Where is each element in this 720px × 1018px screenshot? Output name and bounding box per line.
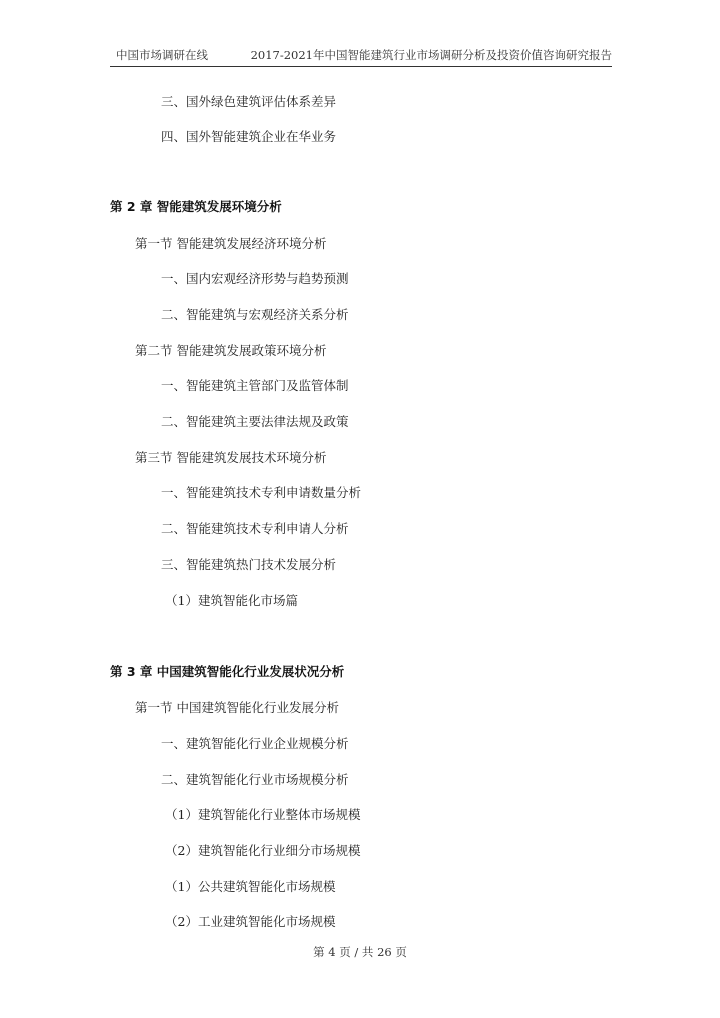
toc-subitem: （1）建筑智能化行业整体市场规模 <box>165 807 361 822</box>
toc-item: 一、建筑智能化行业企业规模分析 <box>161 736 349 751</box>
toc-section: 第二节 智能建筑发展政策环境分析 <box>135 343 327 358</box>
header-report-title: 2017-2021年中国智能建筑行业市场调研分析及投资价值咨询研究报告 <box>250 48 612 62</box>
toc-section: 第一节 中国建筑智能化行业发展分析 <box>135 700 339 715</box>
page-header <box>110 44 612 67</box>
toc-chapter-heading: 第 2 章 智能建筑发展环境分析 <box>110 199 282 214</box>
toc-section: 第一节 智能建筑发展经济环境分析 <box>135 236 327 251</box>
toc-item: 二、智能建筑技术专利申请人分析 <box>161 521 349 536</box>
toc-item: 一、国内宏观经济形势与趋势预测 <box>161 271 349 286</box>
header-site-name: 中国市场调研在线 <box>116 48 208 62</box>
toc-subitem: （2）工业建筑智能化市场规模 <box>165 914 336 929</box>
toc-item: 一、智能建筑主管部门及监管体制 <box>161 378 349 393</box>
toc-item: 二、智能建筑主要法律法规及政策 <box>161 414 349 429</box>
toc-item: 一、智能建筑技术专利申请数量分析 <box>161 485 362 500</box>
toc-subitem: （2）建筑智能化行业细分市场规模 <box>165 843 361 858</box>
toc-item: 二、建筑智能化行业市场规模分析 <box>161 772 349 787</box>
toc-section: 第三节 智能建筑发展技术环境分析 <box>135 450 327 465</box>
page-number: 第 4 页 / 共 26 页 <box>313 945 407 959</box>
toc-item: 二、智能建筑与宏观经济关系分析 <box>161 307 349 322</box>
toc-item: 三、国外绿色建筑评估体系差异 <box>161 94 337 109</box>
toc-item: 四、国外智能建筑企业在华业务 <box>161 129 337 144</box>
toc-chapter-heading: 第 3 章 中国建筑智能化行业发展状况分析 <box>110 664 345 679</box>
toc-item: 三、智能建筑热门技术发展分析 <box>161 557 337 572</box>
toc-subitem: （1）公共建筑智能化市场规模 <box>165 879 336 894</box>
toc-subitem: （1）建筑智能化市场篇 <box>165 593 298 608</box>
